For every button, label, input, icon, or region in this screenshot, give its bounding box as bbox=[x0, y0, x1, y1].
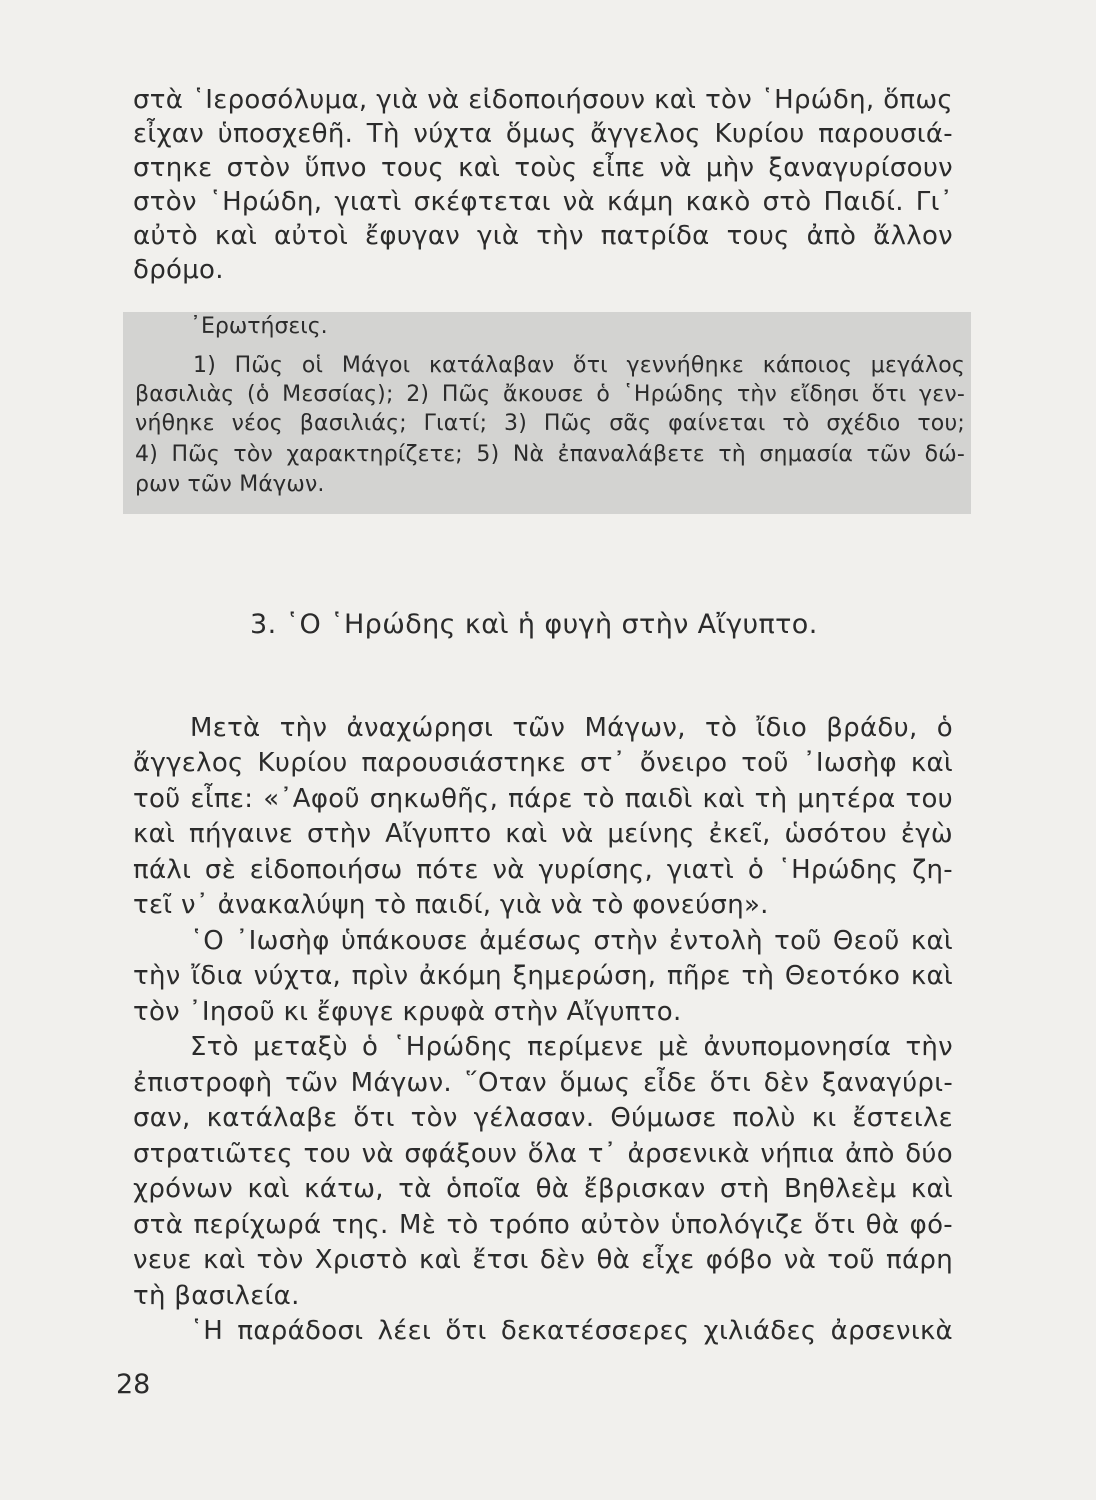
paragraph-1-line-5: πάλι σὲ εἰδοποιήσω πότε νὰ γυρίσης, γιατὶ ὁ ῾Ηρώδης ζη- bbox=[133, 855, 953, 885]
paragraph-4-line-1: ῾Η παράδοσι λέει ὅτι δεκατέσσερες χιλιάδες ἀρσενικὰ bbox=[190, 1316, 953, 1346]
section-title-text: ῾Ο ῾Ηρώδης καὶ ἡ φυγὴ στὴν Αἴγυπτο. bbox=[285, 609, 818, 640]
paragraph-2-line-3: τὸν ᾿Ιησοῦ κι ἔφυγε κρυφὰ στὴν Αἴγυπτο. bbox=[133, 997, 682, 1027]
question-line-3: νήθηκε νέος βασιλιάς; Γιατί; 3) Πῶς σᾶς φαίνεται τὸ σχέδιο του; bbox=[135, 411, 965, 436]
paragraph-1-line-3: τοῦ εἶπε: «᾿Αφοῦ σηκωθῆς, πάρε τὸ παιδὶ καὶ τὴ μητέρα του bbox=[133, 784, 953, 814]
question-line-5: ρων τῶν Μάγων. bbox=[135, 472, 325, 497]
paragraph-2-line-1: ῾Ο ᾿Ιωσὴφ ὑπάκουσε ἀμέσως στὴν ἐντολὴ τοῦ Θεοῦ καὶ bbox=[190, 926, 953, 956]
paragraph-1-line-4: καὶ πήγαινε στὴν Αἴγυπτο καὶ νὰ μείνης ἐκεῖ, ὡσότου ἐγὼ bbox=[133, 819, 953, 849]
question-line-2: βασιλιὰς (ὁ Μεσσίας); 2) Πῶς ἄκουσε ὁ ῾Ηρώδης τὴν εἴδησι ὅτι γεν- bbox=[135, 382, 965, 407]
intro-line-1: στὰ ῾Ιεροσόλυμα, γιὰ νὰ εἰδοποιήσουν καὶ τὸν ῾Ηρώδη, ὅπως bbox=[133, 85, 953, 115]
intro-line-2: εἶχαν ὑποσχεθῆ. Τὴ νύχτα ὅμως ἄγγελος Κυρίου παρουσιά- bbox=[133, 119, 953, 149]
paragraph-3-line-5: χρόνων καὶ κάτω, τὰ ὁποῖα θὰ ἔβρισκαν στὴ Βηθλεὲμ καὶ bbox=[133, 1174, 953, 1204]
page-number: 28 bbox=[116, 1369, 151, 1400]
questions-heading: ᾿Ερωτήσεις. bbox=[190, 314, 328, 339]
paragraph-3-line-2: ἐπιστροφὴ τῶν Μάγων. ῞Οταν ὅμως εἶδε ὅτι δὲν ξαναγύρι- bbox=[133, 1068, 953, 1098]
intro-line-3: στηκε στὸν ὕπνο τους καὶ τοὺς εἶπε νὰ μὴν ξαναγυρίσουν bbox=[133, 153, 953, 183]
paragraph-3-line-6: στὰ περίχωρά της. Μὲ τὸ τρόπο αὐτὸν ὑπολόγιζε ὅτι θὰ φό- bbox=[133, 1210, 953, 1240]
paragraph-3-line-1: Στὸ μεταξὺ ὁ ῾Ηρώδης περίμενε μὲ ἀνυπομονησία τὴν bbox=[190, 1032, 953, 1062]
paragraph-2-line-2: τὴν ἴδια νύχτα, πρὶν ἀκόμη ξημερώση, πῆρε τὴ Θεοτόκο καὶ bbox=[133, 961, 953, 991]
paragraph-3-line-8: τὴ βασιλεία. bbox=[133, 1281, 300, 1311]
intro-line-4: στὸν ῾Ηρώδη, γιατὶ σκέφτεται νὰ κάμη κακὸ στὸ Παιδί. Γι᾿ bbox=[133, 187, 953, 217]
section-number: 3. bbox=[250, 609, 277, 640]
question-line-1: 1) Πῶς οἱ Μάγοι κατάλαβαν ὅτι γεννήθηκε κάποιος μεγάλος bbox=[193, 353, 965, 378]
question-line-4: 4) Πῶς τὸν χαρακτηρίζετε; 5) Νὰ ἐπαναλάβετε τὴ σημασία τῶν δώ- bbox=[135, 442, 965, 467]
section-title bbox=[250, 608, 818, 642]
paragraph-1-line-6: τεῖ ν᾿ ἀνακαλύψη τὸ παιδί, γιὰ νὰ τὸ φονεύση». bbox=[133, 890, 769, 920]
paragraph-1-line-1: Μετὰ τὴν ἀναχώρησι τῶν Μάγων, τὸ ἴδιο βράδυ, ὁ bbox=[190, 713, 953, 743]
paragraph-1-line-2: ἄγγελος Κυρίου παρουσιάστηκε στ᾿ ὄνειρο τοῦ ᾿Ιωσὴφ καὶ bbox=[133, 748, 953, 778]
intro-line-6: δρόμο. bbox=[133, 255, 224, 285]
intro-line-5: αὐτὸ καὶ αὐτοὶ ἔφυγαν γιὰ τὴν πατρίδα τους ἀπὸ ἄλλον bbox=[133, 221, 953, 251]
paragraph-3-line-3: σαν, κατάλαβε ὅτι τὸν γέλασαν. Θύμωσε πολὺ κι ἔστειλε bbox=[133, 1103, 953, 1133]
paragraph-3-line-7: νευε καὶ τὸν Χριστὸ καὶ ἔτσι δὲν θὰ εἶχε φόβο νὰ τοῦ πάρη bbox=[133, 1245, 953, 1275]
paragraph-3-line-4: στρατιῶτες του νὰ σφάξουν ὅλα τ᾿ ἀρσενικὰ νήπια ἀπὸ δύο bbox=[133, 1139, 953, 1169]
